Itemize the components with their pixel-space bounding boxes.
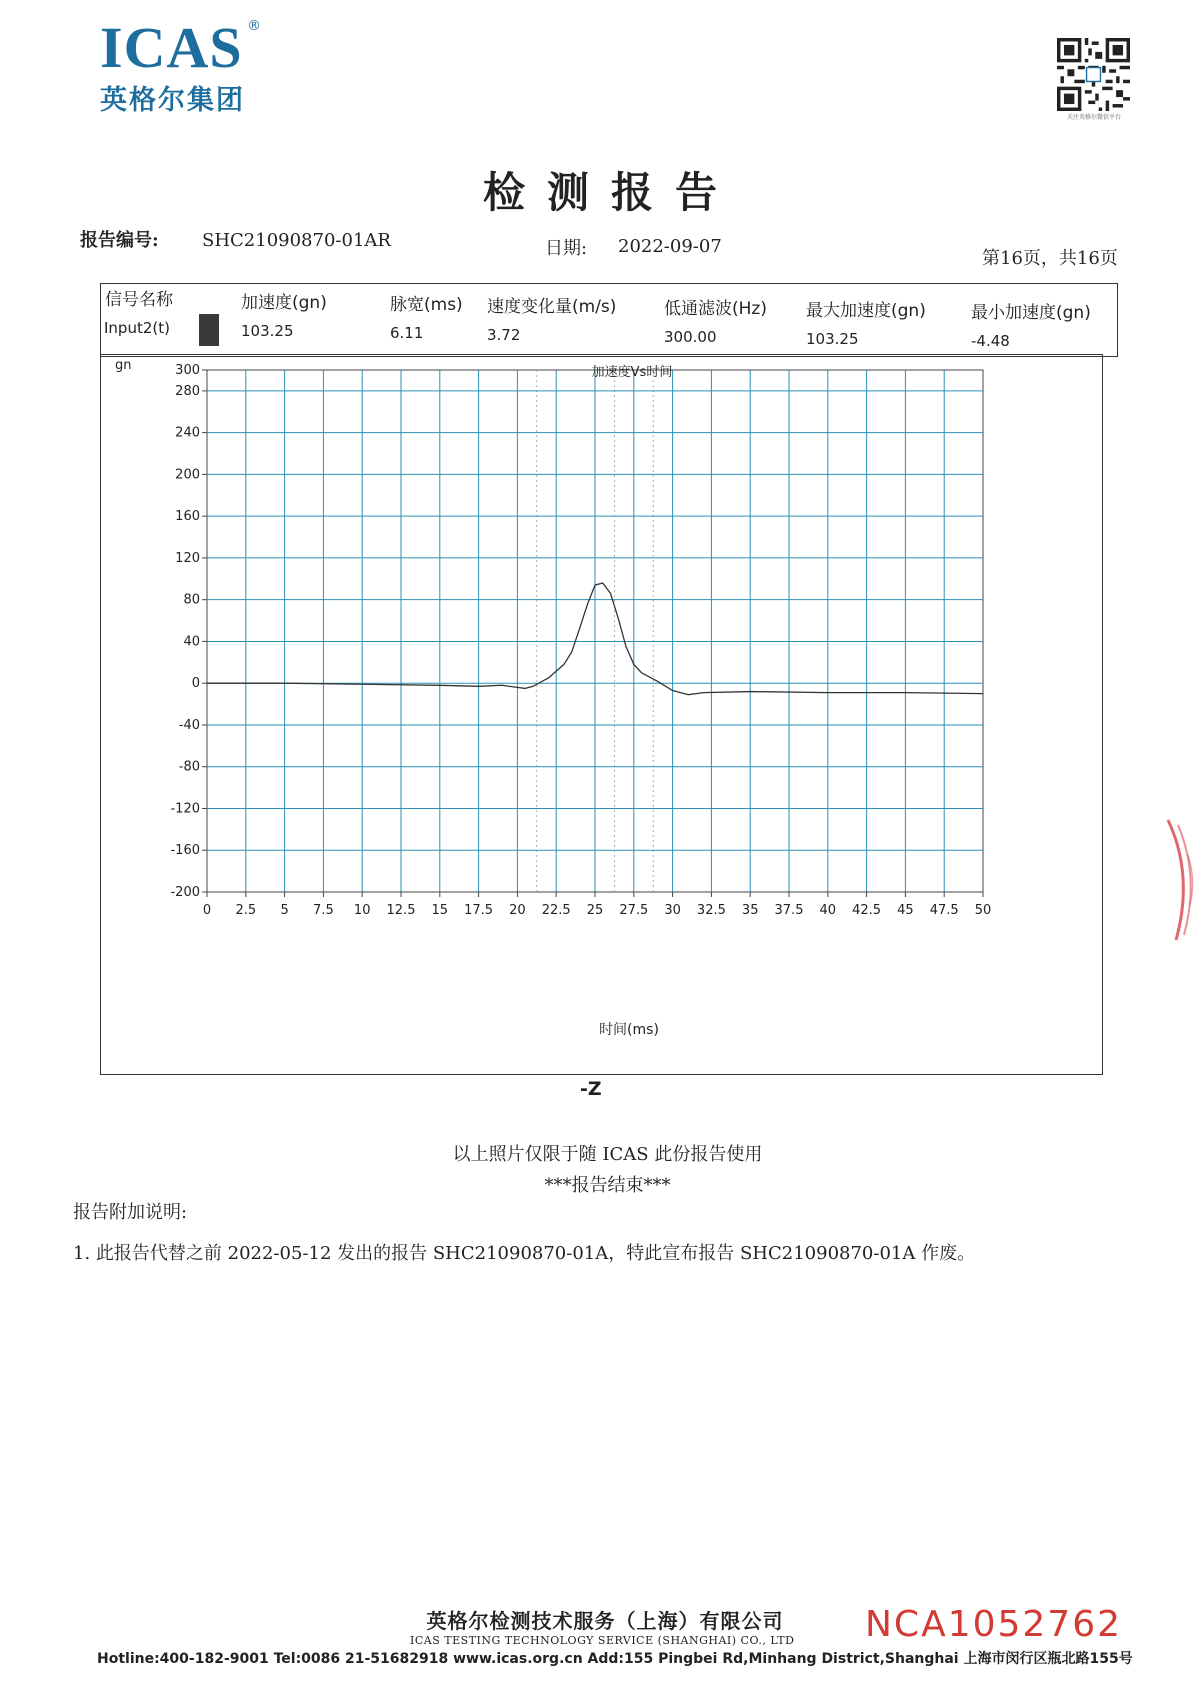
report-date: 2022-09-07 [618,236,722,257]
y-tick-label: 240 [175,425,200,441]
header-lowpass: 低通滤波(Hz) [664,299,767,319]
x-tick-label: 0 [202,903,212,918]
x-tick-label: 10 [353,903,371,918]
x-tick-label: 50 [974,903,992,918]
value-lowpass: 300.00 [664,328,717,346]
header-min-accel: 最小加速度(gn) [971,303,1091,323]
qr-caption: 关注英格尔微信平台 [1066,114,1121,121]
x-tick-label: 32.5 [696,903,726,918]
report-no-label: 报告编号: [80,230,159,251]
x-tick-label: 27.5 [619,903,649,918]
value-velocity-change: 3.72 [487,326,521,344]
photo-note: 以上照片仅限于随 ICAS 此份报告使用 [452,1144,763,1165]
header-velocity-change: 速度变化量(m/s) [487,297,617,317]
x-tick-label: 35 [741,903,759,918]
footer-company-en: ICAS TESTING TECHNOLOGY SERVICE (SHANGHAI) CO., LTD [410,1634,795,1647]
y-tick-label: 300 [175,363,200,378]
x-tick-label: 17.5 [464,903,494,918]
signal-info-table [100,283,1118,357]
value-max-accel: 103.25 [806,330,859,348]
registered-mark: ® [247,18,261,34]
y-tick-label: 80 [183,592,200,608]
x-tick-label: 7.5 [313,903,334,918]
value-signal-name: Input2(t) [104,319,170,337]
chart-caption: -Z [580,1078,602,1100]
y-tick-label: 0 [191,676,200,692]
x-tick-label: 47.5 [929,903,959,918]
serial-number: NCA1052762 [865,1604,1123,1645]
date-label: 日期: [545,238,588,259]
x-tick-label: 12.5 [386,903,416,918]
header-max-accel: 最大加速度(gn) [806,301,926,321]
y-tick-label: 160 [175,509,200,525]
y-tick-label: -200 [170,885,200,900]
x-tick-label: 37.5 [774,903,804,918]
y-axis-unit: gn [115,358,132,373]
header-acceleration: 加速度(gn) [241,293,327,313]
page-title: 检测报告 [482,168,739,217]
signal-color-swatch [199,314,219,346]
header-pulse-width: 脉宽(ms) [390,295,463,315]
acceleration-vs-time-chart [100,354,1103,1075]
value-min-accel: -4.48 [971,332,1010,350]
report-no: SHC21090870-01AR [202,230,391,251]
x-tick-label: 22.5 [541,903,571,918]
icas-logo-text: ICAS [100,15,243,80]
x-tick-label: 25 [586,903,604,918]
appendix-title: 报告附加说明: [73,1202,188,1223]
report-end-mark: ***报告结束*** [544,1175,671,1196]
y-tick-label: -80 [178,759,200,775]
y-tick-label: -40 [178,717,200,733]
x-tick-label: 20 [509,903,526,918]
y-tick-label: -120 [170,801,200,817]
x-tick-label: 40 [819,903,837,918]
x-tick-label: 5 [280,903,289,918]
y-tick-label: 120 [175,550,200,566]
x-tick-label: 45 [897,903,914,918]
y-tick-label: 40 [183,634,200,650]
y-tick-label: 200 [175,467,200,483]
y-tick-label: -160 [170,843,200,859]
logo-chinese-name: 英格尔集团 [100,85,245,116]
chart-title: 加速度Vs时间 [591,365,673,380]
seal-stamp-fragment [1160,815,1200,945]
x-tick-label: 42.5 [852,903,882,918]
x-axis-label: 时间(ms) [599,1022,659,1038]
appendix-item: 1. 此报告代替之前 2022-05-12 发出的报告 SHC21090870-01A，特此宣布报告 SHC21090870-01A 作废。 [73,1243,976,1264]
y-tick-label: 280 [175,383,200,399]
value-acceleration: 103.25 [241,322,294,340]
footer-contact: Hotline:400-182-9001 Tel:0086 21-51682918 www.icas.org.cn Add:155 Pingbei Rd,Minhang District,Shanghai 上海市闵行区瓶北路155号 [97,1651,1133,1667]
header-signal-name: 信号名称 [105,290,173,310]
page-number: 第16页，共16页 [982,248,1118,269]
qr-code-icon [1057,38,1130,111]
footer-company-cn: 英格尔检测技术服务（上海）有限公司 [426,1609,784,1633]
x-tick-label: 2.5 [235,903,257,918]
value-pulse-width: 6.11 [390,324,424,342]
x-tick-label: 30 [664,903,681,918]
x-tick-label: 15 [431,903,449,918]
